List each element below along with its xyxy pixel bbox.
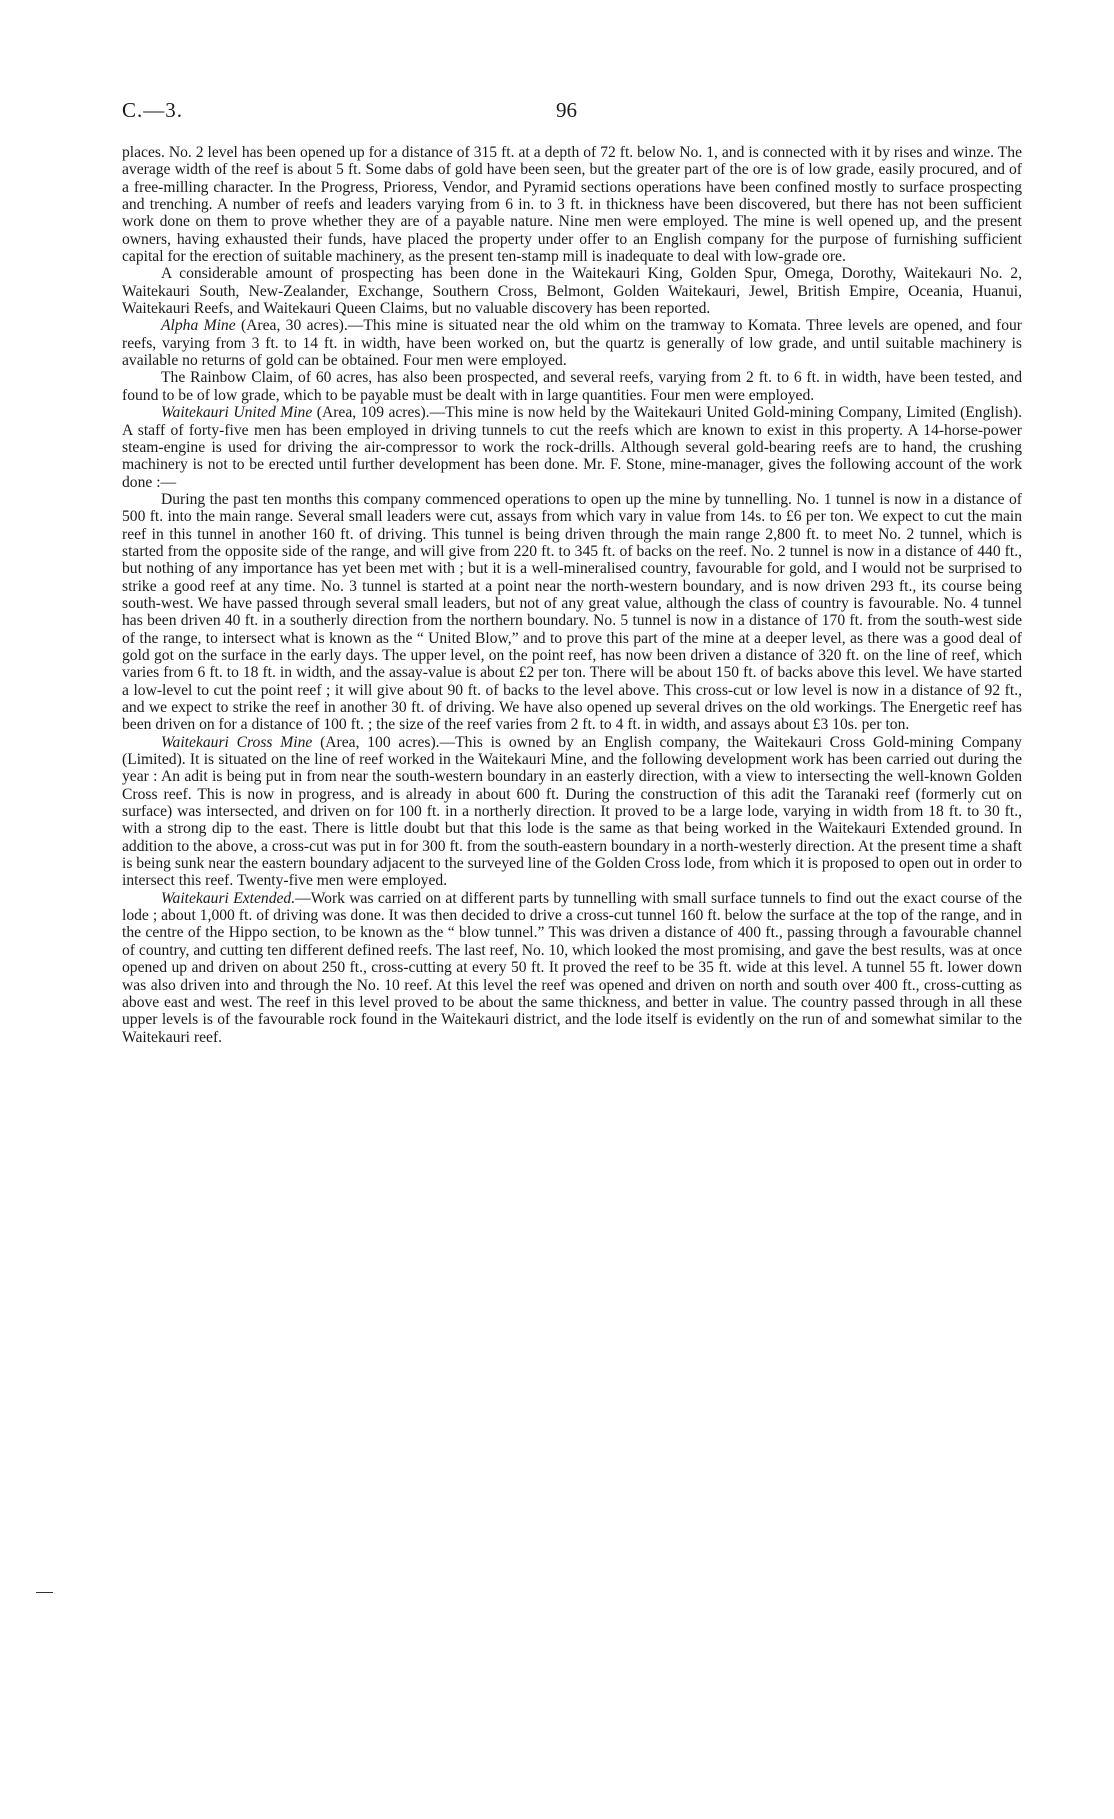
paragraph-text: —Work was carried on at different parts by tunnelling with small surface tunnels to find out the exact course of the lode ; about 1,000 ft. of driving was done. It was then decided to drive a cross-cut tunnel 160 ft. below the surface at the top of the range, and in the centre of the Hippo section, to be known as the “ blow tunnel.” This was driven a distance of 400 ft., passing through a favourable channel of country, and cutting ten different defined reefs. The last reef, No. 10, which looked the most promising, and gave the best results, was at once opened up and driven on about 250 ft., cross-cutting at every 50 ft. It proved the reef to be 35 ft. wide at this level. A tunnel 55 ft. lower down was also driven into and through the No. 10 reef. At this level the reef was opened and driven on north and south over 400 ft., cross-cutting as above east and west. The reef in this level proved to be about the same thickness, and better in value. The country passed through in all these upper levels is of the favourable rock found in the Waitekauri district, and the lode itself is evidently on the run of and somewhat similar to the Waitekauri reef. — [122, 889, 1022, 1046]
section-heading: Waitekauri United Mine — [161, 404, 313, 422]
paragraph-text: (Area, 30 acres).—This mine is situated near the old whim on the tramway to Komata. Three levels are opened, and four reefs, varying from 3 ft. to 14 ft. in width, have been worked on, but the quartz is generally of low grade, and until suitable machinery is available no returns of gold can be obtained. Four men were employed. — [122, 317, 1022, 370]
paragraph-text: During the past ten months this company commenced operations to open up the mine by tunnelling. No. 1 tunnel is now in a distance of 500 ft. into the main range. Several small leaders were cut, assays from which vary in value from 14s. to £6 per ton. We expect to cut the main reef in this tunnel in another 160 ft. of driving. This tunnel is being driven through the main range 2,800 ft. to meet No. 2 tunnel, which is started from the opposite side of the range, and will give from 220 ft. to 345 ft. of backs on the reef. No. 2 tunnel is now in a distance of 440 ft., but nothing of any importance has yet been met with ; but it is a well-mineralised country, favourable for gold, and I would not be surprised to strike a good reef at any time. No. 3 tunnel is started at a point near the north-western boundary, and is now driven 293 ft., its course being south-west. We have passed through several small leaders, but not of any great value, although the class of country is favourable. No. 4 tunnel has been driven 40 ft. in a southerly direction from the northern boundary. No. 5 tunnel is now in a distance of 170 ft. from the south-west side of the range, to intersect what is known as the “ United Blow,” and to prove this part of the mine at a deeper level, as there was a good deal of gold got on the surface in the early days. The upper level, on the point reef, has now been driven a distance of 320 ft. on the line of reef, which varies from 6 ft. to 18 ft. in width, and the assay-value is about £2 per ton. There will be about 150 ft. of backs above this level. We have started a low-level to cut the point reef ; it will give about 90 ft. of backs to the level above. This cross-cut or low level is now in a distance of 92 ft., and we expect to strike the reef in another 30 ft. of driving. We have also opened up several drives on the old workings. The Energetic reef has been driven on for a distance of 100 ft. ; the size of the reef varies from 2 ft. to 4 ft. in width, and assays about £3 10s. per ton. — [122, 490, 1022, 734]
paragraph-text: places. No. 2 level has been opened up for a distance of 315 ft. at a depth of 72 ft. below No. 1, and is connected with it by rises and winze. The average width of the reef is about 5 ft. Some dabs of gold have been seen, but the greater part of the ore is of low grade, easily procured, and of a free-milling character. In the Progress, Prioress, Vendor, and Pyramid sections operations have been confined mostly to surface prospecting and trenching. A number of reefs and leaders varying from 6 in. to 3 ft. in thickness have been discovered, but there has not been sufficient work done on them to prove whether they are of a payable nature. Nine men were employed. The mine is well opened up, and the present owners, having exhausted their funds, have placed the property under offer to an English company for the purpose of furnishing sufficient capital for the erection of suitable machinery, as the present ten-stamp mill is inadequate to deal with low-grade ore. — [122, 144, 1022, 266]
paragraph-waitekauri-extended — [122, 890, 1022, 1046]
paragraph-places — [122, 144, 1022, 265]
section-heading: Waitekauri Cross Mine — [161, 733, 313, 751]
paragraph-text: (Area, 109 acres).—This mine is now held by the Waitekauri United Gold-mining Company, Limited (English). A staff of forty-five men has been employed in driving tunnels to cut the reefs which are known to exist in this property. A 14-horse-power steam-engine is used for driving the air-compressor to work the rock-drills. Although several gold-bearing reefs are to hand, the crushing machinery is not to be erected until further development has been done. Mr. F. Stone, mine-manager, gives the following account of the work done :— — [122, 404, 1022, 491]
body-text — [122, 144, 1022, 1046]
section-heading: Alpha Mine — [161, 317, 236, 335]
paragraph-waitekauri-united — [122, 404, 1022, 491]
paragraph-text: A considerable amount of prospecting has been done in the Waitekauri King, Golden Spur, Omega, Dorothy, Waitekauri No. 2, Waitekauri South, New-Zealander, Exchange, Southern Cross, Belmont, Golden Waitekauri, Jewel, British Empire, Oceania, Huanui, Waitekauri Reefs, and Waitekauri Queen Claims, but no valuable discovery has been reported. — [122, 265, 1022, 318]
document-reference: C.—3. — [122, 98, 184, 122]
page-header — [122, 98, 1022, 128]
paragraph-text: The Rainbow Claim, of 60 acres, has also been prospected, and several reefs, varying from 2 ft. to 6 ft. in width, have been tested, and found to be of low grade, which to be payable must be dealt with in large quantities. Four men were employed. — [122, 369, 1022, 404]
paragraph-prospecting — [122, 265, 1022, 317]
page-number: 96 — [556, 98, 577, 122]
paragraph-manager-report — [122, 491, 1022, 734]
margin-dash-mark — [36, 1592, 53, 1593]
section-heading: Waitekauri Extended. — [161, 889, 296, 907]
paragraph-text: (Area, 100 acres).—This is owned by an English company, the Waitekauri Cross Gold-mining Company (Limited). It is situated on the line of reef worked in the Waitekauri Mine, and the following development work has been carried out during the year : An adit is being put in from near the south-western boundary in an easterly direction, with a view to intersecting the well-known Golden Cross reef. This is now in progress, and is already in about 600 ft. During the construction of this adit the Taranaki reef (formerly cut on surface) was intersected, and driven on for 100 ft. in a northerly direction. It proved to be a large lode, varying in width from 18 ft. to 30 ft., with a strong dip to the east. There is little doubt but that this lode is the same as that being worked in the Waitekauri Extended ground. In addition to the above, a cross-cut was put in for 300 ft. from the south-eastern boundary in a north-westerly direction. At the present time a shaft is being sunk near the eastern boundary adjacent to the surveyed line of the Golden Cross lode, from which it is proposed to open out in order to intersect this reef. Twenty-five men were employed. — [122, 733, 1022, 890]
paragraph-waitekauri-cross — [122, 734, 1022, 890]
paragraph-rainbow-claim — [122, 369, 1022, 404]
paragraph-alpha-mine — [122, 317, 1022, 369]
